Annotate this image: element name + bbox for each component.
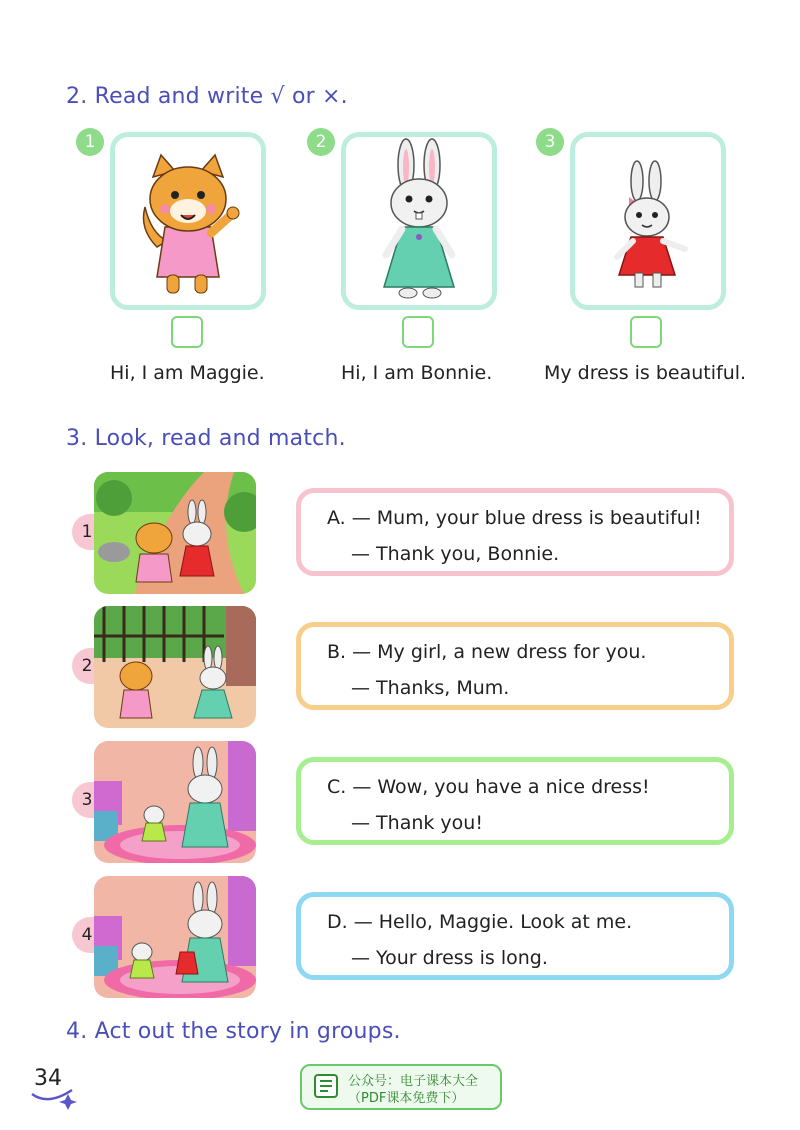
book-icon (312, 1072, 340, 1100)
answer-box-2[interactable] (402, 316, 434, 348)
item-number-badge: 3 (536, 128, 564, 156)
footer-badge-line1: 公众号：电子课本大全 (348, 1074, 479, 1089)
cat-and-rabbit-on-path-scene (94, 472, 256, 594)
dialogue-c-line2: — Thank you! (351, 812, 483, 834)
dialogue-card-a[interactable] (296, 488, 734, 576)
picture-number-4: 4 (72, 917, 102, 953)
page-number: 34 (34, 1066, 62, 1091)
sentence-3: My dress is beautiful. (544, 362, 747, 384)
footer-badge (300, 1064, 502, 1110)
dialogue-card-d[interactable] (296, 892, 734, 980)
picture-frame (110, 132, 266, 310)
picture-frame (341, 132, 497, 310)
dialogue-d-line2: — Your dress is long. (351, 947, 548, 969)
answer-box-3[interactable] (630, 316, 662, 348)
scene-picture-2 (94, 606, 256, 728)
dialogue-a-line2: — Thank you, Bonnie. (351, 543, 560, 565)
sentence-1: Hi, I am Maggie. (110, 362, 265, 384)
scene-picture-3 (94, 741, 256, 863)
dialogue-a-line1: A. — Mum, your blue dress is beautiful! (327, 507, 702, 529)
dialogue-d-line1: D. — Hello, Maggie. Look at me. (327, 911, 633, 933)
picture-number-2: 2 (72, 648, 102, 684)
scene-picture-1 (94, 472, 256, 594)
cat-in-pink-dress-illustration (115, 137, 261, 305)
mum-and-girl-in-bedroom-scene (94, 741, 256, 863)
dialogue-b-line1: B. — My girl, a new dress for you. (327, 641, 647, 663)
section2-heading: 2. Read and write √ or ×. (66, 84, 348, 109)
rabbit-in-green-dress-illustration (346, 137, 492, 305)
picture-number-3: 3 (72, 782, 102, 818)
dialogue-c-line1: C. — Wow, you have a nice dress! (327, 776, 650, 798)
sentence-2: Hi, I am Bonnie. (341, 362, 493, 384)
dialogue-card-b[interactable] (296, 622, 734, 710)
item-number-badge: 2 (307, 128, 335, 156)
scene-picture-4 (94, 876, 256, 998)
picture-number-1: 1 (72, 514, 102, 550)
small-rabbit-in-red-dress-illustration (575, 137, 721, 305)
item-number-badge: 1 (76, 128, 104, 156)
section3-heading: 3. Look, read and match. (66, 426, 346, 451)
cat-and-rabbit-at-fence-scene (94, 606, 256, 728)
mum-gives-red-dress-scene (94, 876, 256, 998)
section4-heading: 4. Act out the story in groups. (66, 1019, 401, 1044)
dialogue-b-line2: — Thanks, Mum. (351, 677, 510, 699)
picture-frame (570, 132, 726, 310)
footer-badge-line2: （PDF课本免费下） (348, 1091, 465, 1106)
dialogue-card-c[interactable] (296, 757, 734, 845)
answer-box-1[interactable] (171, 316, 203, 348)
